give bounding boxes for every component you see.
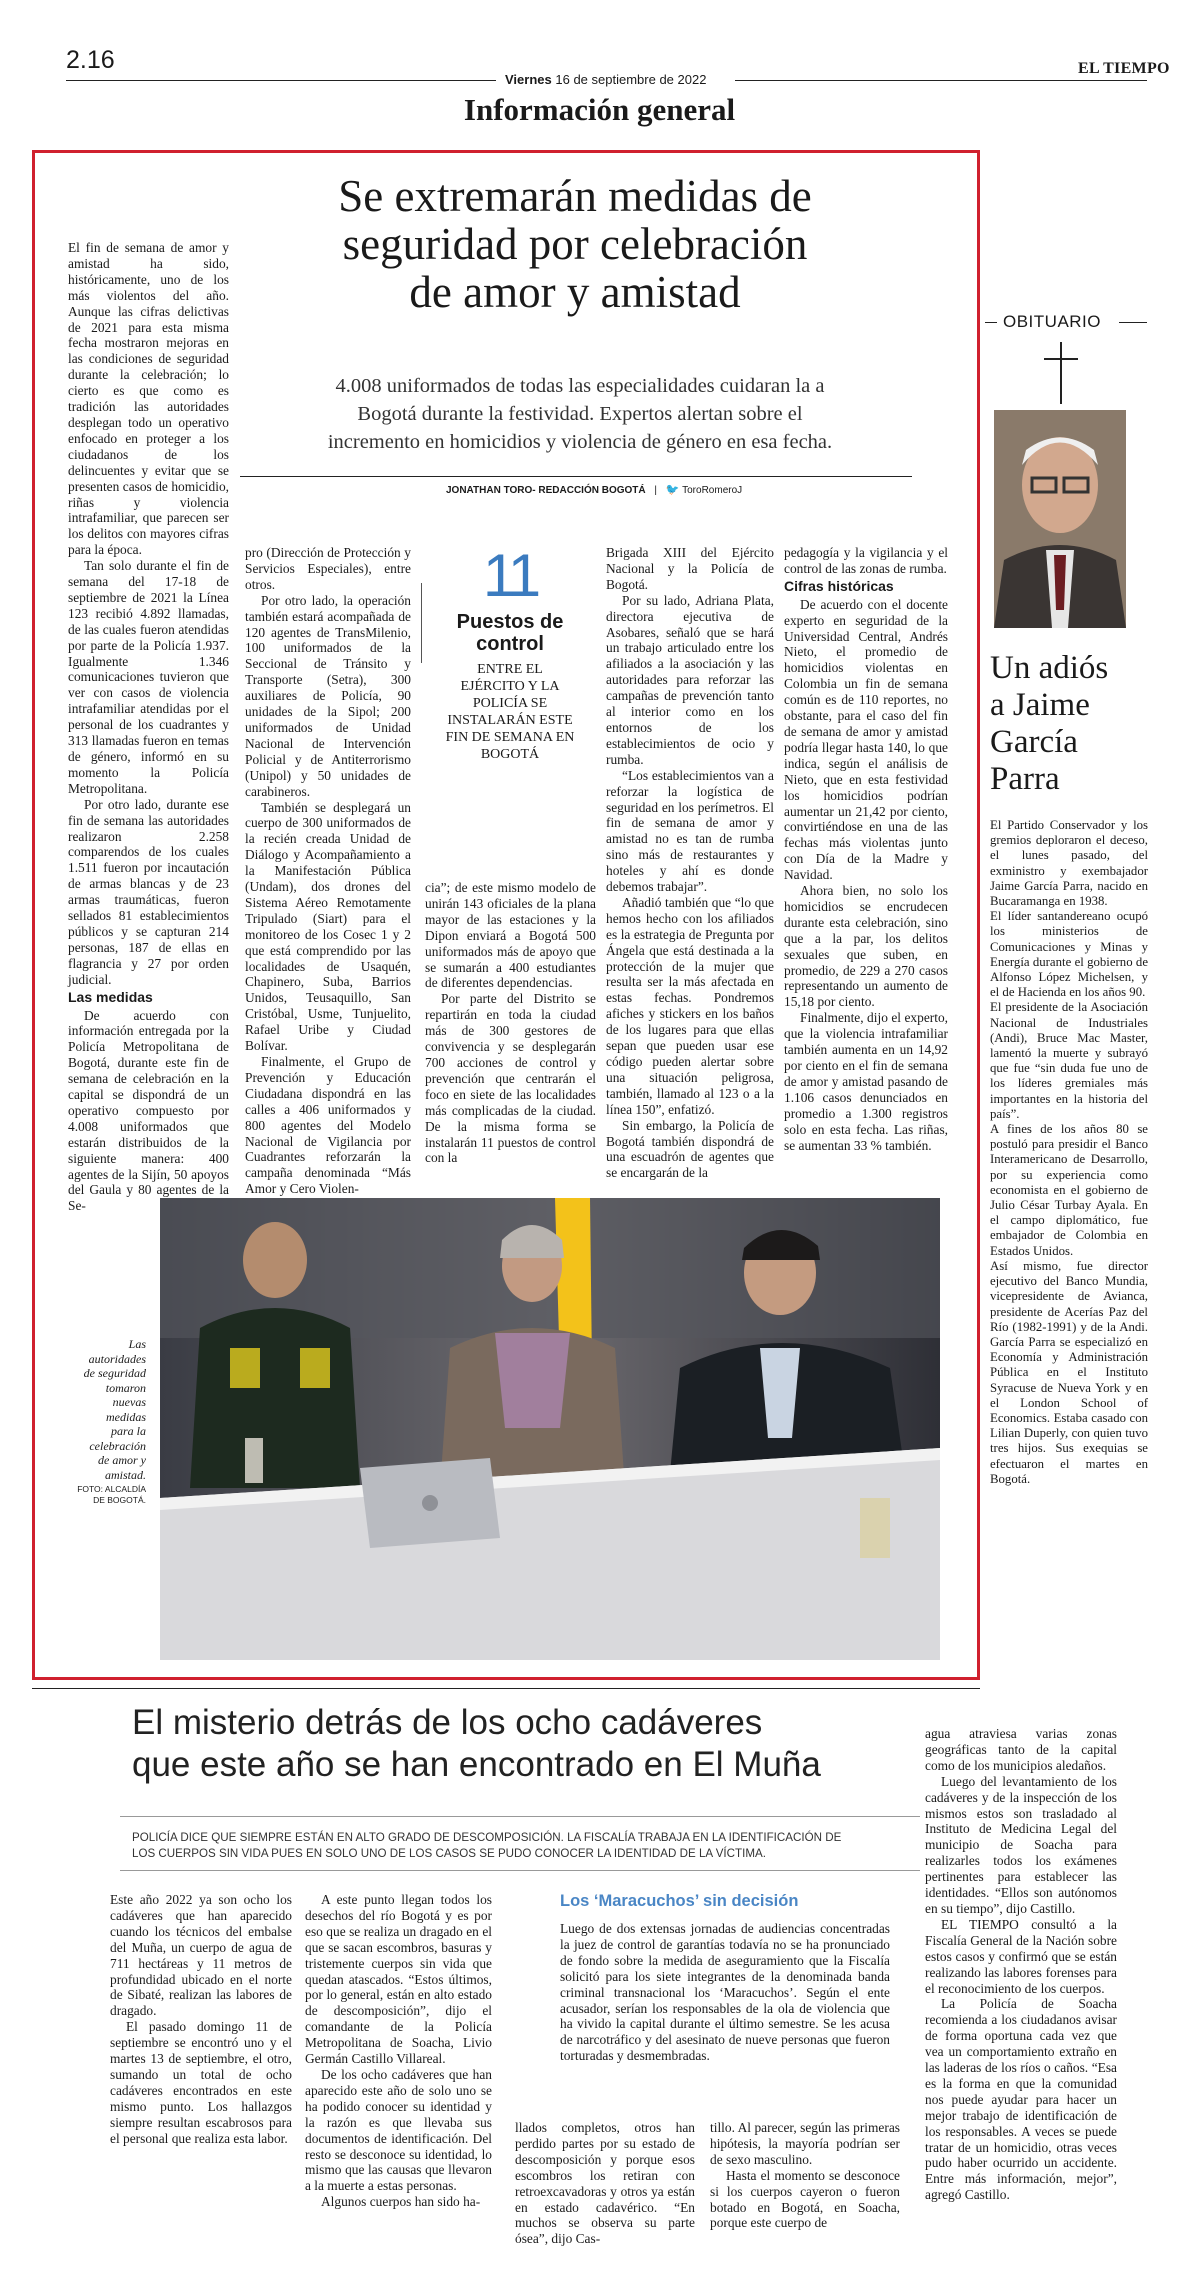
highlight-box-rule bbox=[421, 583, 422, 663]
main-col2-p4: Finalmente, el Grupo de Prevención y Educación Ciudadana dispondrá en las calles a 406 uniformados y 800 agentes del Modelo Nacional de Vigilancia por Cuadrantes reforzarán la campaña denominada “Más Amor y Cero Violen- bbox=[245, 1054, 411, 1197]
main-col1-heading: Las medidas bbox=[68, 988, 153, 1005]
photo-credit-line1: FOTO: ALCALDÍA bbox=[77, 1484, 146, 1494]
section-title: Información general bbox=[463, 92, 736, 127]
photo-caption bbox=[60, 1337, 146, 1506]
highlight-text-line5: FIN DE SEMANA EN bbox=[445, 730, 575, 745]
byline-author: JONATHAN TORO- REDACCIÓN BOGOTÁ bbox=[446, 485, 646, 496]
caption-line8: celebración bbox=[89, 1438, 146, 1453]
obituary-photo bbox=[994, 410, 1126, 628]
main-col4-p4: Añadió también que “lo que hemos hecho con los afiliados es la estrategia de Pregunta por Ángela que está destinada a la protección de la mujer que resulta ser la más afectada en estas fechas. Pondremos afiches y stickers en los baños de los lugares para que ellas sepan que pueden usar ese código pueden alertar sobre una situación peligrosa, también, llamado al 123 o a la línea 150”, enfatizó. bbox=[606, 894, 774, 1117]
laptop bbox=[360, 1458, 500, 1548]
highlight-text-line1: ENTRE EL bbox=[477, 662, 543, 677]
second-col4-p2: Hasta el momento se desconoce si los cuerpos cayeron o fueron botado en Bogotá, en Soacha, porque este cuerpo de bbox=[710, 2167, 900, 2231]
obituary-p3: El presidente de la Asociación Nacional de Industriales (Andi), Bruce Mac Master, lamentó la muerte y subrayó que fue “sin duda fue uno de los líderes gremiales más importantes en la historia del país”. bbox=[990, 1000, 1148, 1121]
obituary-rule-left bbox=[985, 322, 997, 323]
second-dek bbox=[132, 1830, 841, 1862]
main-col5-p2: De acuerdo con el docente experto en seguridad de la Universidad Central, Andrés Nieto, el promedio de homicidios violentas en Colombia un fin de semana común es de 110 reportes, no obstante, para el caso del fin de semana de amor y amistad podría llegar hasta 140, lo que indica, según el análisis de Nieto, que en esta festividad los homicidios podrían aumentar un 21,42 por ciento, convirtiéndose en una de las fechas más violentas junto con Día de la Madre y Navidad. bbox=[784, 596, 948, 883]
main-headline-line3: de amor y amistad bbox=[409, 267, 741, 317]
main-col2-p1: pro (Dirección de Protección y Servicios Especiales), entre otros. bbox=[245, 545, 411, 592]
obituary-rule-right bbox=[1119, 322, 1147, 323]
cross-icon-bar bbox=[1044, 358, 1078, 360]
second-headline-line2: que este año se han encontrado en El Muña bbox=[132, 1745, 821, 1784]
photo-credit-line2: DE BOGOTÁ. bbox=[93, 1495, 146, 1505]
main-col1-p1: El fin de semana de amor y amistad ha sido, históricamente, uno de los más violentos del año. Aunque las cifras delictivas de 2021 para esta misma fecha mostraron mejoras en las condiciones de seguridad durante la celebración; lo cierto es que como es tradición las autoridades desplegan todo un operativo enfocado en proteger a los ciudadanos de los delincuentes y evitar que se presenten casos de homicidio, riñas y violencia intrafamiliar, que parecen ser los delitos con mayores cifras para la época. bbox=[68, 240, 229, 558]
main-col3-p1: cia”; de este mismo modelo de unirán 143 oficiales de la plana mayor de las estaciones y la Dipon enviará a Bogotá 500 uniformados más de apoyo que se sumarán a 400 estudiantes de diferentes dependencias. bbox=[425, 880, 596, 991]
main-column-5 bbox=[784, 545, 948, 1153]
caption-line4: tomaron bbox=[105, 1380, 146, 1395]
main-col1-p3: Por otro lado, durante ese fin de semana las autoridades realizaron 2.258 comparendos de los cuales 1.511 fueron por incautación de armas blancas y de 23 armas traumáticas, fueron sellados 81 establecimientos públicos y se capturan 214 personas, 187 de ellas en flagrancia y 27 por orden judicial. bbox=[68, 796, 229, 987]
main-column-2 bbox=[245, 545, 411, 1197]
second-column-1 bbox=[110, 1892, 292, 2147]
obituary-headline bbox=[990, 650, 1108, 798]
highlight-text-line3: POLICÍA SE bbox=[472, 696, 548, 711]
second-column-3 bbox=[515, 2120, 695, 2247]
second-col4-p1: tillo. Al parecer, según las primeras hipótesis, la mayoría podrían ser de sexo masculino. bbox=[710, 2120, 900, 2167]
main-column-1 bbox=[68, 240, 229, 1214]
second-col5-p1: agua atraviesa varias zonas geográficas tanto de la capital como de los municipios aledaños. bbox=[925, 1726, 1117, 1773]
caption-line9: de amor y bbox=[98, 1453, 146, 1467]
second-column-2 bbox=[305, 1892, 492, 2210]
caption-line7: para la bbox=[110, 1424, 146, 1438]
header-rule-left bbox=[66, 80, 496, 81]
main-col1-p4: De acuerdo con información entregada por la Policía Metropolitana de Bogotá, durante este fin de semana de celebración en la capital se dispondrá de un operativo compuesto por 4.008 uniformados que estarán distribuidos de la siguiente manera: 400 agentes de la Sijín, 50 apoyos del Gaula y 80 agentes de la Se- bbox=[68, 1007, 229, 1214]
caption-line6: medidas bbox=[106, 1409, 146, 1424]
second-col1-p2: El pasado domingo 11 de septiembre se encontró uno y el martes 13 de septiembre, el otro, sumando un total de ocho cadáveres encontrados en este mismo punto. Los hallazgos siempre resultan escabrosos para el personal que realiza esta labor. bbox=[110, 2019, 292, 2146]
caption-line2: autoridades bbox=[88, 1351, 146, 1366]
main-col5-p4: Finalmente, dijo el experto, que la violencia intrafamiliar también aumenta en un 14,92 por ciento en el fin de semana de amor y amistad pasando de 1.106 casos denunciados en promedio a 1.300 registros solo en esta fecha. Las riñas, se aumentan 33 % también. bbox=[784, 1010, 948, 1153]
second-col5-p3: EL TIEMPO consultó a la Fiscalía General de la Nación sobre estos casos y confirmó que se están realizando las labores forenses para el reconocimiento de los cuerpos. bbox=[925, 1916, 1117, 1996]
main-headline bbox=[240, 172, 910, 316]
obituary-label: OBITUARIO bbox=[1003, 312, 1102, 331]
header-date-day: Viernes bbox=[505, 72, 552, 87]
main-col4-p1: Brigada XIII del Ejército Nacional y la Policía de Bogotá. bbox=[606, 545, 774, 592]
second-article-rule bbox=[32, 1688, 980, 1689]
byline bbox=[446, 483, 742, 496]
maracuchos-box-title: Los ‘Maracuchos’ sin decisión bbox=[560, 1892, 799, 1910]
second-headline bbox=[132, 1702, 821, 1786]
main-column-3 bbox=[425, 880, 596, 1166]
second-col5-p4: La Policía de Soacha recomienda a los ciudadanos avisar de forma oportuna cada vez que vea un comportamiento extraño en las laderas de los ríos o caños. “Esa es la forma en que la comunidad nos puede ayudar para hacer un mejor trabajo de identificación de los responsables. A veces se puede tratar de un homicidio, otras veces pudo haber ocurrido un accidente. Entre más información, mejor”, agregó Castillo. bbox=[925, 1996, 1117, 2203]
caption-line5: nuevas bbox=[112, 1395, 146, 1409]
main-col2-p3: También se desplegará un cuerpo de 300 uniformados de la recién creada Unidad de Diálogo y Acompañamiento a la Manifestación Pública (Undam), dos drones del Sistema Aéreo Remotamente Tripulado (Siart) para el monitoreo de los Cosec 1 y 2 que está comprendido por las localidades de Usaquén, Chapinero, Suba, Barrios Unidos, Teusaquillo, San Cristóbal, Usme, Tunjuelito, Rafael Uribe y Ciudad Bolívar. bbox=[245, 799, 411, 1054]
second-dek-rule-bottom bbox=[120, 1870, 920, 1871]
obituary-portrait bbox=[994, 410, 1126, 628]
second-column-4 bbox=[710, 2120, 900, 2231]
obituary-headline-line3: García bbox=[990, 724, 1078, 760]
obituary-p4: A fines de los años 80 se postuló para presidir el Banco Interamericano de Desarrollo, por su experiencia como economista en el gobierno de Julio César Turbay Ayala. En el campo diplomático, fue embajador de Colombia en Estados Unidos. bbox=[990, 1122, 1148, 1258]
highlight-text-line4: INSTALARÁN ESTE bbox=[447, 713, 573, 728]
obituary-p5: Así mismo, fue director ejecutivo del Banco Mundia, vicepresidente de Avianca, presidente de Acerías Paz del Río (1982-1991) y de la Andi. García Parra se especializó en Economía y Administración Pública en el Instituto Syracuse de Nueva York y en el London School of Economics. Estaba casado con Lilian Duperly, con quien tuvo tres hijos. Sus exequias se efectuaron el martes en Bogotá. bbox=[990, 1258, 1148, 1486]
maracuchos-box-text: Luego de dos extensas jornadas de audiencias concentradas la juez de control de garantías todavía no se ha pronunciado de fondo sobre la medida de aseguramiento que la Fiscalía solicitó para los siete integrantes de la denominada banda criminal transnacional los ‘Maracuchos’. Según el ente acusador, serían los responsables de la ola de violencia que ha vivido la capital durante el último semestre. Se les acusa de narcotráfico y del asesinato de nueve personas que fueron torturadas y desmembradas. bbox=[560, 1921, 890, 2064]
header-rule-right bbox=[735, 80, 1147, 81]
caption-line10: amistad. bbox=[104, 1467, 146, 1482]
photo-credit bbox=[60, 1484, 146, 1506]
main-col1-p2: Tan solo durante el fin de semana del 17-18 de septiembre de 2021 la Línea 123 recibió 4.892 llamadas, de las cuales fueron atendidas por parte de la Policía 1.937. Igualmente 1.346 comunicaciones tuvieron que ver con casos de violencia intrafamiliar atendidas por el personal de los cuadrantes y 313 llamadas fueron en temas de género, informó en su momento la Policía Metropolitana. bbox=[68, 558, 229, 796]
second-dek-line1: POLICÍA DICE QUE SIEMPRE ESTÁN EN ALTO GRADO DE DESCOMPOSICIÓN. LA FISCALÍA TRABAJA EN LA IDENTIFICACIÓN DE bbox=[132, 1831, 842, 1844]
obituary-p1: El Partido Conservador y los gremios deploraron el deceso, el lunes pasado, del exministro y exembajador Jaime García Parra, nacido en Bucaramanga en 1938. bbox=[990, 818, 1148, 909]
highlight-title-line1: Puestos de bbox=[456, 611, 564, 633]
obituary-headline-line4: Parra bbox=[990, 761, 1060, 797]
byline-twitter: ToroRomeroJ bbox=[682, 485, 743, 496]
obituary-headline-line2: a Jaime bbox=[990, 687, 1090, 723]
second-headline-line1: El misterio detrás de los ocho cadáveres bbox=[132, 1703, 763, 1742]
highlight-text-line2: EJÉRCITO Y LA bbox=[460, 679, 560, 694]
highlight-title bbox=[425, 611, 595, 655]
main-dek-line2: Bogotá durante la festividad. Expertos alertan sobre el bbox=[357, 403, 803, 425]
caption-line1: Las bbox=[128, 1337, 146, 1351]
main-headline-line1: Se extremarán medidas de bbox=[338, 171, 812, 221]
main-col2-p2: Por otro lado, la operación también estará acompañada de 120 agentes de TransMilenio, 100 uniformados de la Seccional de Tránsito y Transporte (Setra), 300 auxiliares de Policía, 90 unidades de la Sipol; 200 uniformados de Unidad Nacional de Intervención Policial y de Antiterrorismo (Unipol) y 50 unidades de carabineros. bbox=[245, 592, 411, 799]
main-photo-illustration bbox=[160, 1198, 940, 1660]
caption-line3: de seguridad bbox=[83, 1366, 146, 1380]
main-dek-line3: incremento en homicidios y violencia de género en esa fecha. bbox=[327, 431, 833, 453]
main-col5-heading: Cifras históricas bbox=[784, 577, 894, 594]
main-col4-p5: Sin embargo, la Policía de Bogotá también dispondrá de una escuadrón de agentes que se encargarán de la bbox=[606, 1117, 774, 1181]
main-dek-line1: 4.008 uniformados de todas las especialidades cuidaran la a bbox=[335, 375, 825, 397]
second-column-5 bbox=[925, 1726, 1117, 2203]
second-col2-p3: Algunos cuerpos han sido ha- bbox=[321, 2194, 481, 2210]
page-number: 2.16 bbox=[66, 46, 115, 74]
second-dek-rule bbox=[120, 1816, 920, 1817]
highlight-box bbox=[425, 542, 595, 763]
obituary-body bbox=[990, 818, 1148, 1487]
main-col4-p3: “Los establecimientos van a reforzar la logística de seguridad en los perímetros. El fin de semana de amor y amistad no es tan de rumba sino más de restaurantes y hoteles y ahí es donde debemos trabajar”. bbox=[606, 767, 774, 895]
twitter-icon: 🐦 bbox=[665, 484, 680, 496]
cross-icon bbox=[1060, 342, 1062, 404]
highlight-text bbox=[425, 661, 595, 763]
obituary-headline-line1: Un adiós bbox=[990, 650, 1109, 686]
main-col3-p2: Por parte del Distrito se repartirán en toda la ciudad más de 300 gestores de convivencia y se desplegarán 700 acciones de control y prevención que centrarán el foco en siete de las localidades más complicadas de la ciudad. De la misma forma se instalarán 11 puestos de control con la bbox=[425, 991, 596, 1166]
maracuchos-box bbox=[505, 1892, 905, 2064]
second-col1-p1: Este año 2022 ya son ocho los cadáveres que han aparecido cuando los técnicos del embalse del Muña, un cuerpo de agua de 711 hectáreas y 11 metros de profundidad ubicado en el norte de Sibaté, realizan las labores de dragado. bbox=[110, 1892, 292, 2019]
highlight-number: 11 bbox=[482, 542, 538, 609]
byline-separator: | bbox=[654, 485, 658, 496]
main-photo bbox=[160, 1198, 940, 1660]
obituary-p2: El líder santandereano ocupó los ministerios de Comunicaciones y Minas y Energía durante el gobierno de Alfonso López Michelsen, y el de Hacienda en los años 90. bbox=[990, 909, 1148, 1000]
main-col4-p2: Por su lado, Adriana Plata, directora ejecutiva de Asobares, señaló que se hará un trabajo articulado entre los afiliados a la asociación y las autoridades para reforzar las campañas de prevención tanto al interior como en los entornos de los establecimientos de ocio y rumba. bbox=[606, 592, 774, 767]
main-dek bbox=[245, 372, 915, 456]
main-col5-p3: Ahora bien, no solo los homicidios se encrudecen durante esta celebración, sino que a la par, los delitos sexuales que suben, en promedio, de 229 a 270 casos representando un aumento de 15,18 por ciento. bbox=[784, 883, 948, 1010]
header-date bbox=[505, 72, 706, 87]
main-column-4 bbox=[606, 545, 774, 1181]
main-col5-p1: pedagogía y la vigilancia y el control de las zonas de rumba. bbox=[784, 545, 948, 576]
highlight-title-line2: control bbox=[476, 633, 544, 655]
second-col5-p2: Luego del levantamiento de los cadáveres y de la inspección de los mismos estos son trasladado al Instituto de Medicina Legal del municipio de Soacha para realizarles todos los exámenes pertinentes para establecer las identidades. “Ellos son autónomos en su tiempo”, dijo Castillo. bbox=[925, 1773, 1117, 1916]
byline-rule bbox=[240, 476, 912, 477]
second-dek-line2: LOS CUERPOS SIN VIDA PUES EN SOLO UNO DE LOS CASOS SE PUDO CONOCER LA IDENTIDAD DE LA VÍCTIMA. bbox=[132, 1847, 766, 1860]
highlight-text-line6: BOGOTÁ bbox=[480, 747, 540, 762]
main-headline-line2: seguridad por celebración bbox=[342, 219, 808, 269]
brand-logo: EL TIEMPO bbox=[1078, 60, 1170, 77]
second-col2-p2: De los ocho cadáveres que han aparecido este año de solo uno se ha podido conocer su identidad y la razón es que llevaba sus documentos de identificación. Del resto se desconoce su identidad, lo mismo que las causas que llevaron a la muerte a estas personas. bbox=[305, 2066, 492, 2194]
header-date-rest: 16 de septiembre de 2022 bbox=[555, 72, 707, 87]
second-col3-p1: llados completos, otros han perdido partes por su estado de descomposición y porque esos escombros los retiran con retroexcavadoras y otros ya están en estado cadavérico. “En muchos se observa su parte ósea”, dijo Cas- bbox=[515, 2120, 695, 2247]
second-col2-p1: A este punto llegan todos los desechos del río Bogotá y es por eso que se realiza un dragado en el que se sacan escombros, basuras y tristemente cuerpos sin vida que quedan atascados. “Estos últimos, por lo general, están en alto estado de descomposición”, dijo el comandante de la Policía Metropolitana de Soacha, Livio Germán Castillo Villareal. bbox=[305, 1892, 492, 2067]
